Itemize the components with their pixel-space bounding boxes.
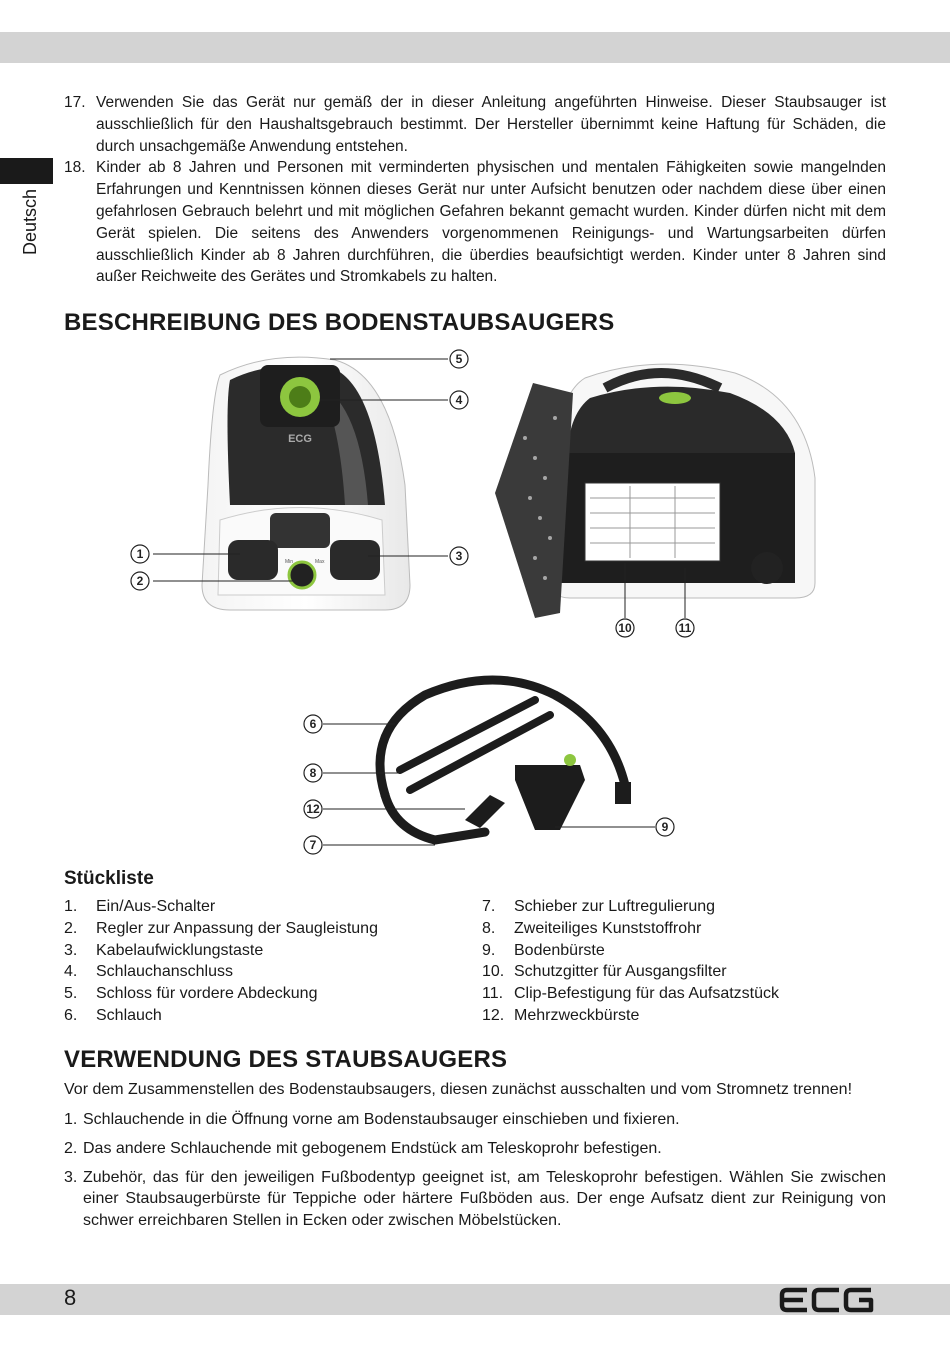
callout-5: 5 <box>455 352 463 366</box>
list-item: 4. Schlauchanschluss <box>64 963 233 981</box>
list-item: 2. Regler zur Anpassung der Saugleistung <box>64 919 378 937</box>
callout-9: 9 <box>661 820 669 834</box>
svg-text:Min: Min <box>285 559 294 565</box>
callout-2: 2 <box>136 574 144 588</box>
usage-steps <box>64 1109 886 1232</box>
power-switch-illustration <box>228 540 278 580</box>
vacuum-front-illustration <box>120 345 480 620</box>
accessories-illustration <box>295 670 690 860</box>
section-title-usage: VERWENDUNG DES STAUBSAUGERS <box>64 1046 508 1073</box>
parts-list-title: Stückliste <box>64 868 154 889</box>
list-item: 3. Kabelaufwicklungstaste <box>64 941 264 959</box>
list-item: 1. Schlauchende in die Öffnung vorne am Bodenstaubsauger einschieben und fixieren. <box>64 1111 680 1128</box>
callout-4: 4 <box>455 393 463 407</box>
list-item: 1. Ein/Aus-Schalter <box>64 898 216 915</box>
device-brand-label: ECG <box>288 433 312 445</box>
usage-intro: Vor dem Zusammenstellen des Bodenstaubsaugers, diesen zunächst ausschalten und vom Stromnetz trennen! <box>64 1081 853 1098</box>
callout-12: 12 <box>306 802 320 816</box>
list-item: 2. Das andere Schlauchende mit gebogenem Endstück am Teleskoprohr befestigen. <box>64 1139 662 1157</box>
list-item: 6. Schlauch <box>64 1006 162 1024</box>
cord-rewind-illustration <box>330 540 380 580</box>
parts-list-left <box>64 896 464 1027</box>
list-item: 3. Zubehör, das für den jeweiligen Fußbodentyp geeignet ist, am Teleskoprohr befestigen. Wählen Sie zwischen einer Staubsaugerbürste für Teppiche oder härtere Fußböden aus. Der enge Aufsatz dient zur Reinigung von schwer erreichbaren Stellen in Ecken oder zwischen Möbelstücken. <box>64 1168 886 1230</box>
list-item: 11. Clip-Befestigung für das Aufsatzstück <box>482 985 780 1003</box>
parts-list-right <box>482 896 902 1027</box>
vacuum-rear-filter-illustration <box>495 358 830 643</box>
safety-item: 18. Kinder ab 8 Jahren und Personen mit verminderten physischen und mentalen Fähigkeiten sowie mangelnden Erfahrungen und Kenntnissen können dieses Gerät nur unter Aufsicht benutzen oder nachdem diese über einen gefahrlosen Gebrauch belehrt und mit möglichen Gefahren bekannt gemacht wurden. Kinder dürfen nicht mit dem Gerät spielen. Die seitens des Anwenders vorgenommenen Reinigungs- und Wartungsarbeiten dürfen ausschließlich Kinder ab 8 Jahren durchführen, die überdies beaufsichtigt werden. Kinder unter 8 Jahren sind außer Reichweite des Gerätes und Stromkabels zu halten. <box>64 159 886 286</box>
list-item: 8. Zweiteiliges Kunststoffrohr <box>482 919 702 937</box>
callout-8: 8 <box>309 766 317 780</box>
ecg-logo <box>779 1287 874 1313</box>
safety-item: 17. Verwenden Sie das Gerät nur gemäß der in dieser Anleitung angeführten Hinweise. Dieser Staubsauger ist ausschließlich für den Haushaltsgebrauch bestimmt. Der Hersteller übernimmt keine Haftung für Schäden, die durch unsachgemäße Anwendung entstehen. <box>64 94 886 155</box>
header-bar <box>0 32 950 63</box>
list-item: 5. Schloss für vordere Abdeckung <box>64 985 318 1003</box>
language-tab-marker <box>0 158 53 184</box>
callout-3: 3 <box>455 549 463 563</box>
list-item: 9. Bodenbürste <box>482 941 605 959</box>
section-title-description: BESCHREIBUNG DES BODENSTAUBSAUGERS <box>64 309 615 336</box>
list-item: 7. Schieber zur Luftregulierung <box>482 898 716 915</box>
callout-1: 1 <box>136 547 144 561</box>
callout-6: 6 <box>309 717 317 731</box>
language-tab-label: Deutsch <box>20 188 40 255</box>
list-item: 12. Mehrzweckbürste <box>482 1006 640 1024</box>
svg-text:Max: Max <box>315 559 325 565</box>
callout-11: 11 <box>678 621 692 635</box>
list-item: 10. Schutzgitter für Ausgangsfilter <box>482 963 727 981</box>
callout-7: 7 <box>309 838 317 852</box>
page-number: 8 <box>64 1285 77 1310</box>
safety-list <box>64 92 886 288</box>
callout-10: 10 <box>618 621 632 635</box>
